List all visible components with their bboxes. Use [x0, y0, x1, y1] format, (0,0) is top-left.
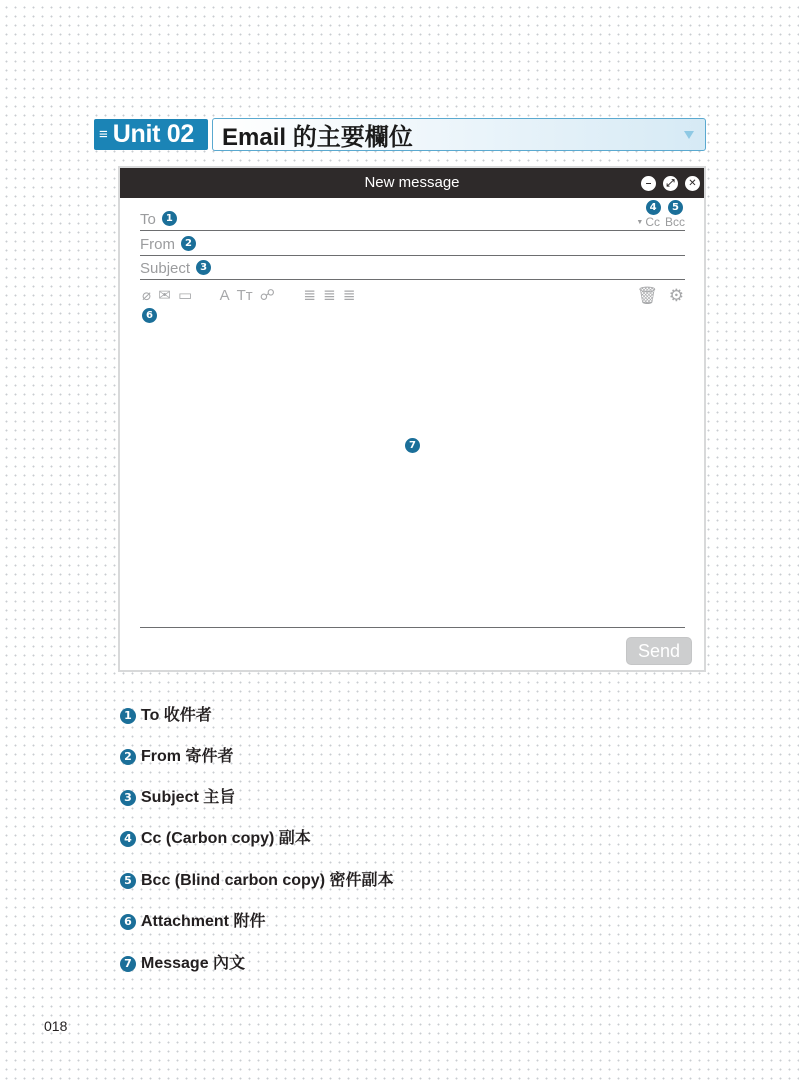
cc-bcc-group — [636, 202, 685, 229]
number-badge: 7 — [120, 956, 136, 972]
unit-badge — [94, 119, 208, 150]
window-titlebar — [120, 168, 704, 198]
legend-item: 2 From 寄件者 — [120, 743, 233, 766]
unit-title-bar — [212, 118, 706, 151]
bcc-button[interactable]: 5 Bcc — [664, 202, 685, 229]
expand-icon[interactable]: ⤢ — [663, 176, 678, 191]
align-left-icon[interactable]: ≣ — [303, 287, 316, 304]
from-label: From 2 — [140, 236, 196, 254]
number-badge: 6 — [120, 914, 136, 930]
caret-down-icon[interactable]: ▼ — [636, 219, 644, 226]
legend-item: 5 Bcc (Blind carbon copy) 密件副本 — [120, 867, 393, 890]
inline-image-icon[interactable]: ✉ — [158, 287, 171, 304]
to-label: To 1 — [140, 211, 177, 229]
legend-item: 4 Cc (Carbon copy) 副本 — [120, 825, 311, 848]
align-right-icon[interactable]: ≣ — [342, 287, 356, 304]
unit-title: Email 的主要欄位 — [222, 124, 413, 151]
email-compose-window — [118, 166, 706, 672]
unit-label: Unit 02 — [112, 120, 195, 148]
number-badge: 5 — [668, 200, 683, 215]
send-button[interactable]: Send — [626, 637, 692, 665]
legend-item: 7 Message 內文 — [120, 950, 245, 973]
font-size-icon[interactable]: A — [219, 287, 230, 304]
number-badge: 2 — [181, 236, 196, 251]
align-center-icon[interactable]: ≣ — [323, 287, 336, 304]
photo-icon[interactable]: ▭ — [177, 287, 193, 304]
message-body-number-badge: 7 — [405, 438, 420, 453]
text-format-icon[interactable]: Tт — [236, 287, 253, 304]
legend-item: 3 Subject 主旨 — [120, 784, 235, 807]
number-badge: 2 — [120, 749, 136, 765]
from-field[interactable] — [140, 233, 685, 256]
legend-item: 1 To 收件者 — [120, 702, 212, 725]
number-badge: 1 — [120, 708, 136, 724]
settings-icon[interactable]: ⚙ — [668, 286, 684, 305]
attachment-number-badge: 6 — [142, 308, 157, 323]
menu-icon: ≡ — [99, 126, 108, 143]
formatting-toolbar — [142, 286, 358, 304]
number-badge: 5 — [120, 873, 136, 889]
number-badge: 3 — [196, 260, 211, 275]
toolbar-right — [630, 286, 684, 306]
cc-button[interactable]: 4 Cc — [645, 202, 660, 229]
legend-item: 6 Attachment 附件 — [120, 908, 265, 931]
page-number: 018 — [44, 1018, 68, 1034]
trash-icon[interactable]: 🗑 — [636, 286, 659, 305]
message-body-divider — [140, 627, 685, 628]
number-badge: 3 — [120, 790, 136, 806]
minimize-icon[interactable]: – — [641, 176, 656, 191]
subject-label: Subject 3 — [140, 260, 211, 278]
number-badge: 4 — [120, 831, 136, 847]
link-icon[interactable]: ☍ — [259, 287, 275, 304]
triangle-down-icon — [684, 131, 694, 139]
number-badge: 4 — [646, 200, 661, 215]
subject-field[interactable] — [140, 257, 685, 280]
close-icon[interactable]: ✕ — [685, 176, 700, 191]
number-badge: 1 — [162, 211, 177, 226]
window-title: New message — [364, 174, 460, 191]
to-field[interactable] — [140, 202, 685, 231]
attachment-icon[interactable]: ⌀ — [142, 287, 152, 304]
